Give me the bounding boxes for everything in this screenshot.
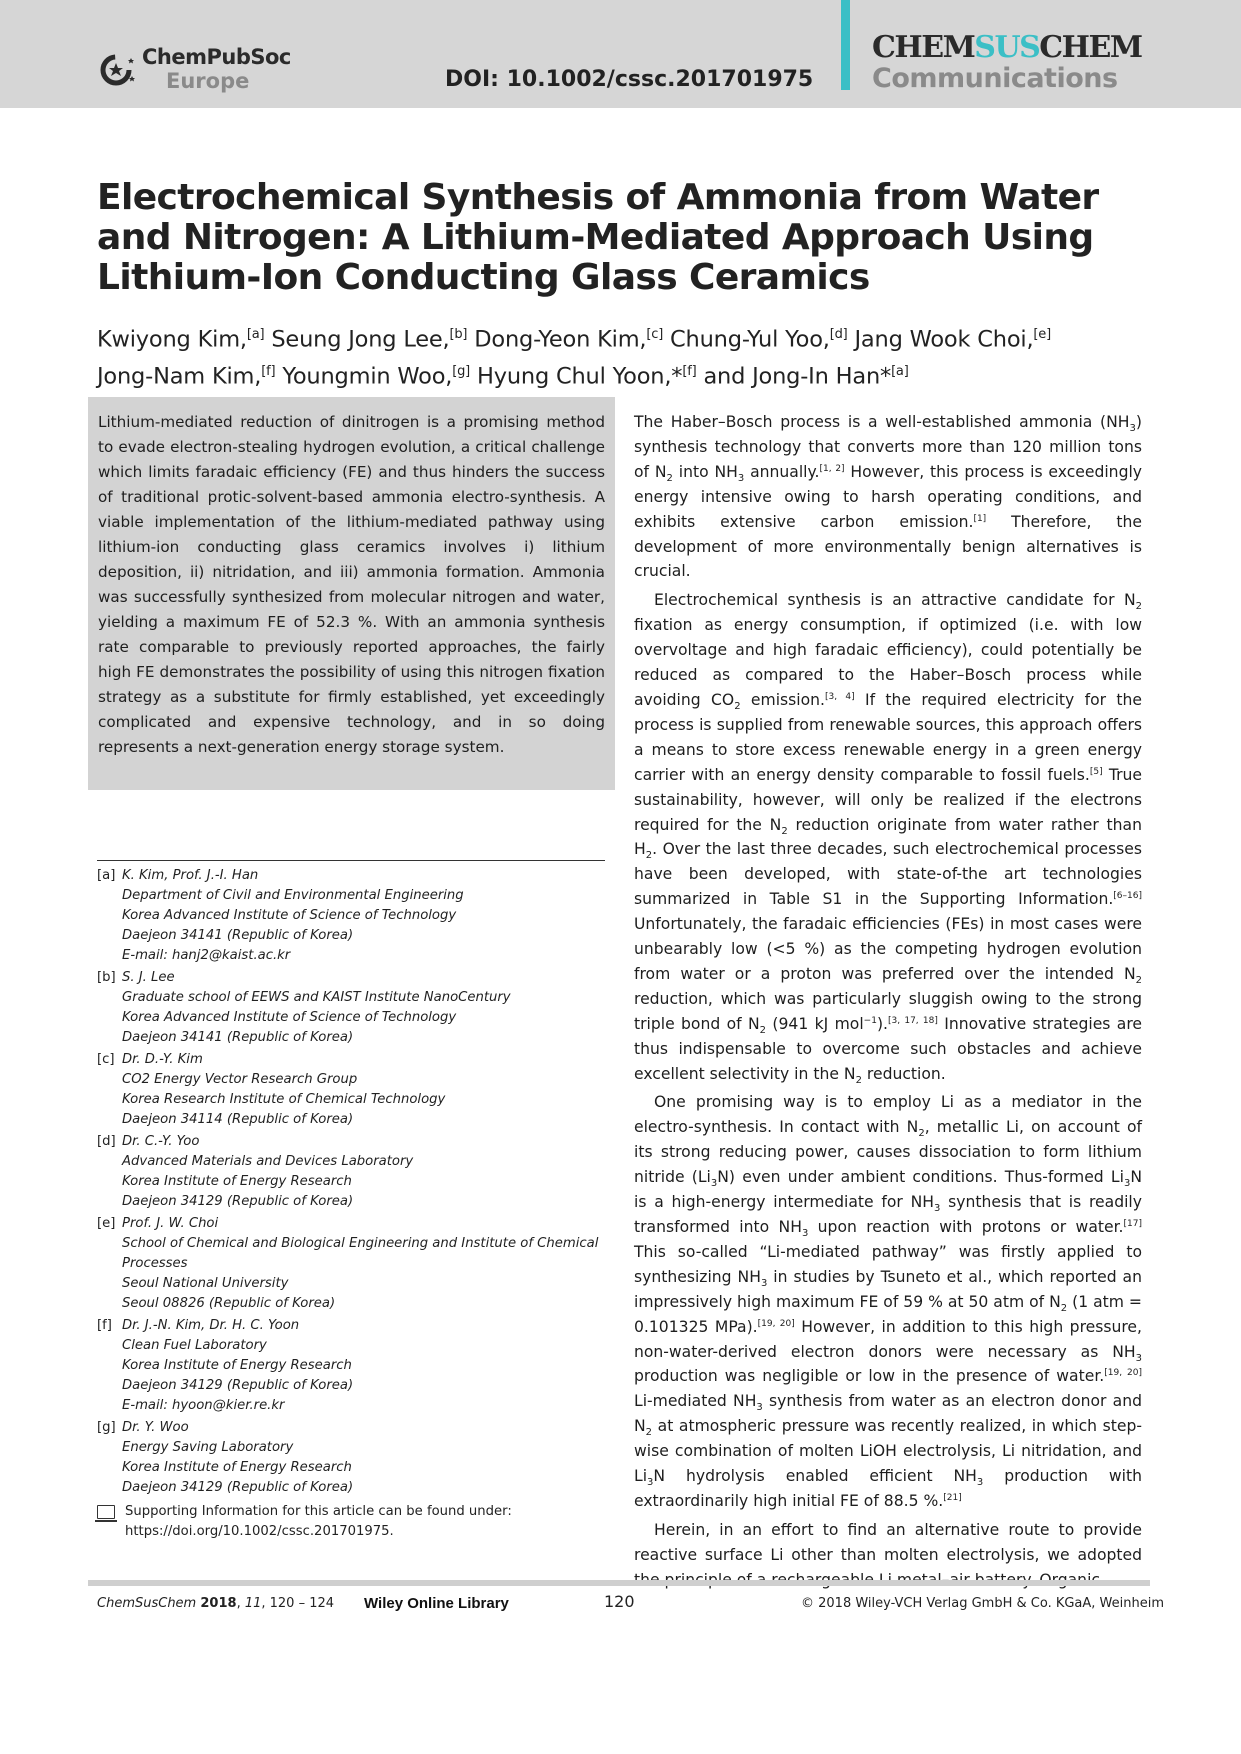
article-type: Communications [872,63,1118,94]
logo-region: Europe [166,69,250,93]
footer-pages: , 120 – 124 [261,1596,335,1611]
affiliation-tag: [f] [97,1318,112,1333]
body-paragraph: The Haber–Bosch process is a well-established ammonia $(NH_3)$ synthesis technology that converts more than 120 million tons of $N_2$ into $NH_3$ annually.[1, 2] However, this process is exceedingly energy intensive owing to harsh operating conditions, and exhibits extensive carbon emission.[1] Therefore, the development of more environmentally benign alternatives is crucial. [634,413,1143,581]
author-name: Seung Jong Lee, [271,326,450,353]
affiliation-text: Dr. Y. Woo Energy Saving Laboratory Korea Institute of Energy Research Daejeon 34129 (Republic of Korea) [122,1420,354,1495]
affiliation-tag: [d] [97,1134,116,1149]
affiliation-tag: [e] [97,1216,116,1231]
footer-year: 2018 [200,1596,237,1611]
affiliation-tag: [a] [97,868,116,883]
footer-citation: ChemSusChem 2018, 11, 120 – 124 [97,1596,335,1611]
affiliations [97,866,617,1542]
journal-name-part2: SUS [974,30,1040,65]
article-title: Electrochemical Synthesis of Ammonia from Water and Nitrogen: A Lithium-Mediated Approach Using Lithium-Ion Conducting Glass Ceramics [97,177,1099,298]
supporting-info-link[interactable]: https://doi.org/10.1002/cssc.201701975. [125,1524,394,1539]
author-name: Jang Wook Choi, [854,326,1034,353]
affiliation-entry [97,1418,617,1498]
affiliation-text: Prof. J. W. Choi School of Chemical and Biological Engineering and Institute of Chemical Processes Seoul National University Seoul 08826 (Republic of Korea) [122,1216,599,1311]
supporting-info-text: Supporting Information for this article can be found under: [125,1504,512,1519]
affiliation-entry [97,866,617,966]
abstract: Lithium-mediated reduction of dinitrogen is a promising method to evade electron-stealing hydrogen evolution, a critical challenge which limits faradaic efficiency (FE) and thus hinders the success of traditional protic-solvent-based ammonia electro-synthesis. A viable implementation of the lithium-mediated pathway using lithium-ion conducting glass ceramics involves i) lithium deposition, ii) nitridation, and iii) ammonia formation. Ammonia was successfully synthesized from molecular nitrogen and water, yielding a maximum FE of 52.3 %. With an ammonia synthesis rate comparable to previously reported approaches, the fairly high FE demonstrates the possibility of using this nitrogen fixation strategy as a substitute for firmly established, yet exceedingly complicated and expensive technology, and in so doing represents a next-generation energy storage system. [98,413,605,756]
chempubsoc-star-icon [98,50,138,90]
doi: DOI: 10.1002/cssc.201701975 [445,67,814,92]
affiliation-entry [97,1316,617,1416]
author-affiliation-marker: [c] [646,327,664,342]
author-affiliation-marker: [f] [682,363,697,379]
journal-header [0,0,1241,108]
author-name: Kwiyong Kim, [97,326,247,353]
affiliation-divider [97,860,605,861]
body-paragraph: One promising way is to employ Li as a mediator in the electro-synthesis. In contact with $N_2$, metallic Li, on account of its strong reducing power, causes dissociation to form lithium nitride $(Li_3N)$ even under ambient conditions. Thus-formed $Li_3N$ is a high-energy intermediate for $NH_3$ synthesis that is readily transformed into $NH_3$ upon reaction with protons or water.[17] This so-called “Li-mediated pathway” was firstly applied to synthesizing $NH_3$ in studies by Tsuneto et al., which reported an impressively high maximum FE of 59 % at 50 atm of $N_2$ (1 atm = 0.101325 MPa).[19, 20] However, in addition to this high pressure, non-water-derived electron donors were necessary as $NH_3$ production was negligible or low in the presence of water.[19, 20] Li-mediated $NH_3$ synthesis from water as an electron donor and $N_2$ at atmospheric pressure was recently realized, in which step-wise combination of molten LiOH electrolysis, Li nitridation, and $Li_3N$ hydrolysis enabled efficient $NH_3$ production with extraordinarily high initial FE of 88.5 %.[21] [634,1093,1142,1510]
journal-accent-bar [841,0,850,90]
affiliation-entry [97,968,617,1048]
author-name: Hyung Chul Yoon,* [476,363,683,389]
affiliation-entry [97,1214,617,1314]
author-affiliation-marker: [f] [261,363,276,379]
affiliation-tag: [g] [97,1420,116,1435]
journal-name-part3: CHEM [1039,30,1142,65]
affiliation-entry [97,1132,617,1212]
footer-copyright: © 2018 Wiley-VCH Verlag GmbH & Co. KGaA, Weinheim [801,1596,1165,1611]
laptop-icon [97,1505,115,1519]
footer-publisher: Wiley Online Library [364,1595,509,1612]
author-affiliation-marker: [b] [449,327,468,342]
author-name: Youngmin Woo, [282,363,453,389]
author-name: Jong-Nam Kim, [97,363,262,389]
chempubsoc-logo [98,47,291,92]
affiliation-text: Dr. C.-Y. Yoo Advanced Materials and Devices Laboratory Korea Institute of Energy Research Daejeon 34129 (Republic of Korea) [122,1134,414,1209]
affiliation-entry [97,1050,617,1130]
footer-rule [88,1580,1150,1586]
footer-journal: ChemSusChem [97,1596,197,1611]
supporting-info [97,1502,617,1542]
affiliation-tag: [b] [97,970,116,985]
affiliation-text: S. J. Lee Graduate school of EEWS and KAIST Institute NanoCentury Korea Advanced Institute of Science of Technology Daejeon 34141 (Republic of Korea) [122,970,511,1045]
author-affiliation-marker: [d] [829,327,848,342]
affiliation-text: Dr. J.-N. Kim, Dr. H. C. Yoon Clean Fuel Laboratory Korea Institute of Energy Research Daejeon 34129 (Republic of Korea) E-mail: hyoon@kier.re.kr [122,1318,354,1413]
author-affiliation-marker: [a] [246,327,265,342]
affiliation-tag: [c] [97,1052,115,1067]
logo-name: ChemPubSoc [142,45,291,69]
author-name: Chung-Yul Yoo, [670,326,830,353]
body-paragraph: Herein, in an effort to find an alternative route to provide reactive surface Li other than molten electrolysis, we adopted [634,1520,1142,1564]
footer-volume: 11 [244,1596,262,1611]
affiliation-text: K. Kim, Prof. J.-I. Han Department of Civil and Environmental Engineering Korea Advanced Institute of Science of Technology Daejeon 34141 (Republic of Korea) E-mail: hanj2@kaist.ac.kr [122,868,464,963]
body-paragraph: Electrochemical synthesis is an attractive candidate for $N_2$ fixation as energy consumption, if optimized (i.e. with low overvoltage and high faradaic efficiency), could potentially be reduced as compared to the Haber–Bosch process while avoiding $CO_2$ emission.[3, 4] If the required electricity for the process is supplied from renewable sources, this approach offers a means to store excess renewable energy in a green energy carrier with an energy density comparable to fossil fuels.[5] True sustainability, however, will only be realized if the electrons required for the $N_2$ reduction originate from water rather than $H_2$. Over the last three decades, such electrochemical processes have been developed, with state-of-the art technologies summarized in Table S1 in the Supporting Information.[6–16] Unfortunately, the faradaic efficiencies (FEs) in most cases were unbearably low (<5 %) as the competing hydrogen evolution from water or a proton was preferred over the intended $N_2$ reduction, which was particularly sluggish owing to the strong triple bond of $N_2$ (941 kJ mol$^{-1}$).[3, 17, 18] Innovative strategies are thus indispensable to overcome such obstacles and achieve excellent selectivity in the $N_2$ reduction. [634,591,1142,1086]
journal-name-part1: CHEM [872,30,975,65]
author-affiliation-marker: [g] [452,363,471,379]
body-text [634,410,1142,1593]
author-name: Dong-Yeon Kim, [474,326,647,353]
author-affiliation-marker: [e] [1033,327,1051,342]
page-number: 120 [604,1592,635,1611]
author-name: and Jong-In Han* [703,363,892,389]
journal-name [872,30,1142,65]
author-list [97,319,1157,392]
author-affiliation-marker: [a] [891,363,909,379]
affiliation-text: Dr. D.-Y. Kim CO2 Energy Vector Research Group Korea Research Institute of Chemical Technology Daejeon 34114 (Republic of Korea) [122,1052,446,1127]
